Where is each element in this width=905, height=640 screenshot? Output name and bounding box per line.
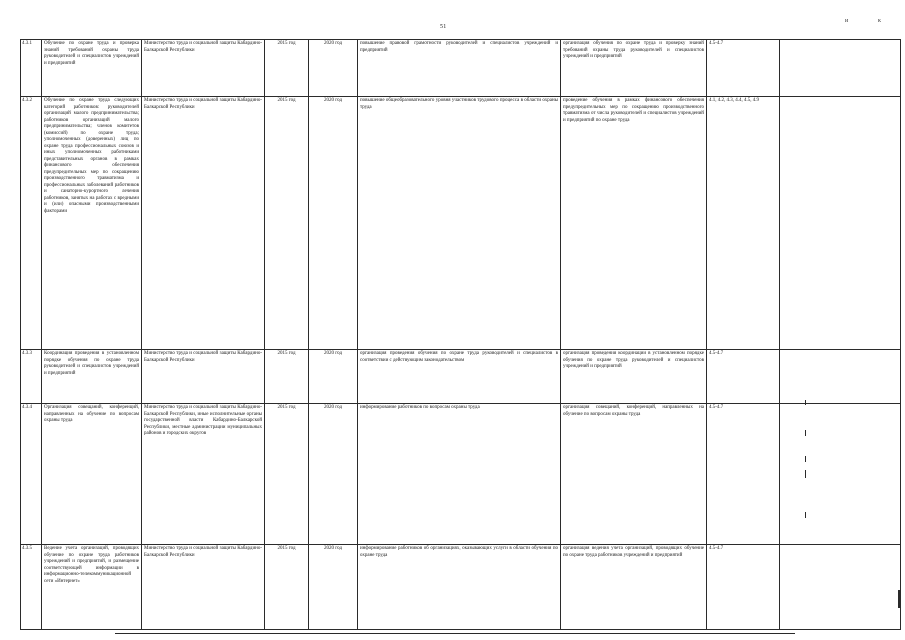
end-year: 2020 год xyxy=(309,404,358,545)
executor: Министерство труда и социальной защиты Кабардино-Балкарской Республики xyxy=(142,40,265,97)
row-number: 4.3.4 xyxy=(21,404,42,545)
start-year: 2015 год xyxy=(265,350,309,404)
table-row xyxy=(21,97,901,350)
start-year: 2015 год xyxy=(265,545,309,630)
indicator-link: 4.5-4.7 xyxy=(707,40,780,97)
start-year: 2015 год xyxy=(265,404,309,545)
expected-result: организация проведения обучения по охране труда руководителей и специалистов в соответствии с действующим законодательством xyxy=(358,350,561,404)
expected-result: повышение правовой грамотности руководителей и специалистов учреждений и предприятий xyxy=(358,40,561,97)
start-year: 2015 год xyxy=(265,97,309,350)
measure-content: проведение обучения в рамках финансового обеспечения предупредительных мер по сокращению производственного травматизма от числа руководителей и специалистов учреждений и предприятий по охране труда xyxy=(561,97,707,350)
indicator-link: 4.1, 4.2, 4.3, 4.4, 4.5, 4.9 xyxy=(707,97,780,350)
indicator-link: 4.5-4.7 xyxy=(707,404,780,545)
end-year: 2020 год xyxy=(309,97,358,350)
measure-name: Обучение по охране труда следующих категорий работников: руководителей организаций малого предпринимательства; работников организаций малого предпринимательства; членов комитетов (комиссий) по охране труда; уполномоченных (доверенных) лиц по охране труда профессиональных союзов и иных уполномоченных работниками представительных органов в рамках финансового обеспечения предупредительных мер по сокращению производственного травматизма и профессиональных заболеваний работников и санаторно-курортного лечения работников, занятых на работах с вредными и (или) опасными производственными факторами xyxy=(42,97,142,350)
measure-content: организация обучения по охране труда и проверку знаний требований охраны труда руководителей и специалистов учреждений и предприятий xyxy=(561,40,707,97)
empty-cell xyxy=(780,350,901,404)
empty-cell xyxy=(780,40,901,97)
row-number: 4.3.5 xyxy=(21,545,42,630)
measure-name: Координация проведения в установленном порядке обучения по охране труда руководителей и специалистов учреждений и предприятий xyxy=(42,350,142,404)
measures-table xyxy=(20,39,901,630)
scan-corner-mark: и xyxy=(845,18,849,24)
start-year: 2015 год xyxy=(265,40,309,97)
indicator-link: 4.5-4.7 xyxy=(707,350,780,404)
scan-corner-mark: к xyxy=(878,18,881,24)
indicator-link: 4.5-4.7 xyxy=(707,545,780,630)
executor: Министерство труда и социальной защиты Кабардино-Балкарской Республики xyxy=(142,97,265,350)
table-row xyxy=(21,404,901,545)
row-number: 4.3.1 xyxy=(21,40,42,97)
measure-content: организация проведения координации в установленном порядке обучения по охране труда руководителей и специалистов учреждений и предприятий xyxy=(561,350,707,404)
table-row xyxy=(21,40,901,97)
empty-cell xyxy=(780,545,901,630)
row-number: 4.3.2 xyxy=(21,97,42,350)
measure-name: Организация совещаний, конференций, направленных на обучение по вопросам охраны труда xyxy=(42,404,142,545)
expected-result: информирование работников по вопросам охраны труда xyxy=(358,404,561,545)
page-bottom-edge xyxy=(115,633,795,634)
executor: Министерство труда и социальной защиты Кабардино-Балкарской Республики xyxy=(142,350,265,404)
measure-content: организация ведения учета организаций, проводящих обучение по охране труда работников учреждений и предприятий xyxy=(561,545,707,630)
row-number: 4.3.3 xyxy=(21,350,42,404)
measure-name: Обучение по охране труда и проверка знаний требований охраны труда руководителей и специалистов учреждений и предприятий xyxy=(42,40,142,97)
executor: Министерство труда и социальной защиты Кабардино-Балкарской Республики xyxy=(142,545,265,630)
expected-result: повышение общеобразовательного уровня участников трудового процесса в области охраны труда xyxy=(358,97,561,350)
empty-cell xyxy=(780,97,901,350)
end-year: 2020 год xyxy=(309,40,358,97)
end-year: 2020 год xyxy=(309,545,358,630)
table-row xyxy=(21,545,901,630)
expected-result: информирование работников об организациях, оказывающих услуги в области обучения по охране труда xyxy=(358,545,561,630)
empty-cell xyxy=(780,404,901,545)
measure-name: Ведение учета организаций, проводящих обучение по охране труда работников учреждений и предприятий, и размещение соответствующей информации в информационно-телекоммуникационной сети «Интернет» xyxy=(42,545,142,630)
executor: Министерство труда и социальной защиты Кабардино-Балкарской Республики, иные исполнительные органы государственной власти Кабардино-Балкарской Республики, местные администрации муниципальных районов и городских округов xyxy=(142,404,265,545)
page-number: 51 xyxy=(440,24,447,30)
table-row xyxy=(21,350,901,404)
measure-content: организация совещаний, конференций, направленных на обучение по вопросам охраны труда xyxy=(561,404,707,545)
end-year: 2020 год xyxy=(309,350,358,404)
